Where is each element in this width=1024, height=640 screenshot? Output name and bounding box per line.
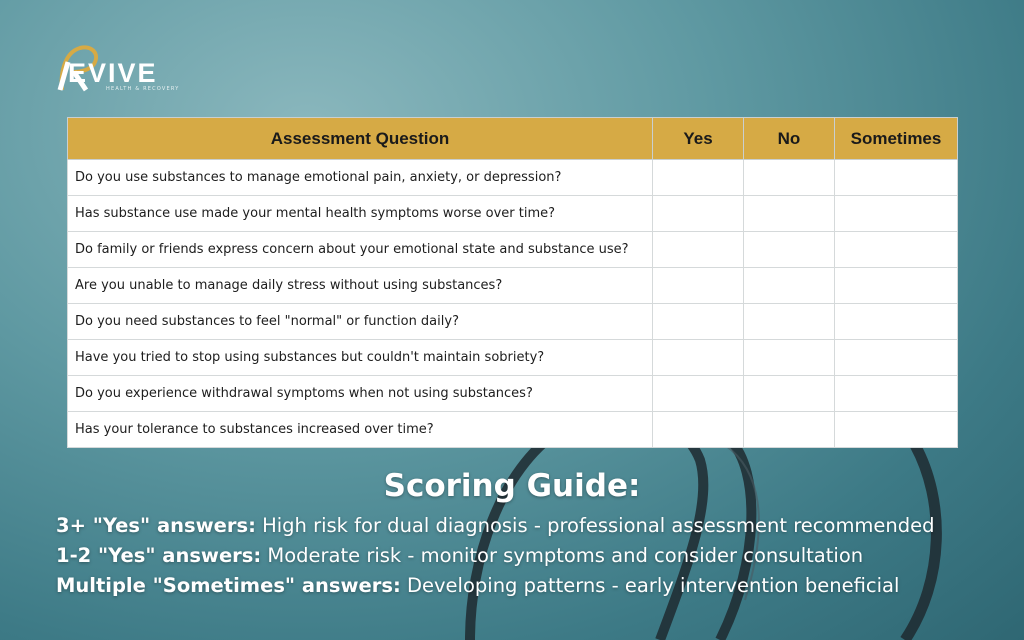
no-answer-cell[interactable]	[744, 196, 835, 232]
column-header-sometimes: Sometimes	[835, 118, 958, 160]
question-text: Do you experience withdrawal symptoms when not using substances?	[68, 376, 653, 412]
yes-answer-cell[interactable]	[653, 340, 744, 376]
no-answer-cell[interactable]	[744, 268, 835, 304]
sometimes-answer-cell[interactable]	[835, 268, 958, 304]
sometimes-answer-cell[interactable]	[835, 340, 958, 376]
scoring-label: 1-2 "Yes" answers:	[56, 544, 262, 567]
yes-answer-cell[interactable]	[653, 304, 744, 340]
column-header-yes: Yes	[653, 118, 744, 160]
no-answer-cell[interactable]	[744, 232, 835, 268]
yes-answer-cell[interactable]	[653, 268, 744, 304]
brand-name: EVIVE	[68, 58, 158, 88]
scoring-line-moderate-risk	[56, 541, 1006, 571]
question-text: Do family or friends express concern about your emotional state and substance use?	[68, 232, 653, 268]
question-text: Are you unable to manage daily stress without using substances?	[68, 268, 653, 304]
question-text: Have you tried to stop using substances but couldn't maintain sobriety?	[68, 340, 653, 376]
question-text: Has substance use made your mental health symptoms worse over time?	[68, 196, 653, 232]
sometimes-answer-cell[interactable]	[835, 376, 958, 412]
sometimes-answer-cell[interactable]	[835, 304, 958, 340]
scoring-description: Developing patterns - early intervention beneficial	[400, 574, 900, 597]
sometimes-answer-cell[interactable]	[835, 412, 958, 448]
scoring-guide-title: Scoring Guide:	[383, 468, 641, 504]
yes-answer-cell[interactable]	[653, 412, 744, 448]
table-row	[68, 376, 958, 412]
table-row	[68, 196, 958, 232]
no-answer-cell[interactable]	[744, 160, 835, 196]
sometimes-answer-cell[interactable]	[835, 196, 958, 232]
table-row	[68, 232, 958, 268]
table-header-row	[68, 118, 958, 160]
question-text: Do you use substances to manage emotional pain, anxiety, or depression?	[68, 160, 653, 196]
question-text: Has your tolerance to substances increased over time?	[68, 412, 653, 448]
yes-answer-cell[interactable]	[653, 376, 744, 412]
no-answer-cell[interactable]	[744, 412, 835, 448]
brand-tagline: HEALTH & RECOVERY	[106, 86, 180, 92]
scoring-description: High risk for dual diagnosis - professional assessment recommended	[255, 514, 935, 537]
sometimes-answer-cell[interactable]	[835, 160, 958, 196]
table-row	[68, 412, 958, 448]
scoring-description: Moderate risk - monitor symptoms and consider consultation	[261, 544, 864, 567]
scoring-label: 3+ "Yes" answers:	[56, 514, 256, 537]
column-header-no: No	[744, 118, 835, 160]
scoring-line-developing-patterns	[56, 571, 1006, 601]
table-row	[68, 160, 958, 196]
scoring-label: Multiple "Sometimes" answers:	[56, 574, 401, 597]
table-row	[68, 340, 958, 376]
no-answer-cell[interactable]	[744, 376, 835, 412]
scoring-line-high-risk	[56, 511, 1006, 541]
question-text: Do you need substances to feel "normal" or function daily?	[68, 304, 653, 340]
yes-answer-cell[interactable]	[653, 232, 744, 268]
column-header-question: Assessment Question	[68, 118, 653, 160]
table-row	[68, 304, 958, 340]
sometimes-answer-cell[interactable]	[835, 232, 958, 268]
yes-answer-cell[interactable]	[653, 160, 744, 196]
table-row	[68, 268, 958, 304]
no-answer-cell[interactable]	[744, 304, 835, 340]
assessment-table	[67, 117, 958, 448]
yes-answer-cell[interactable]	[653, 196, 744, 232]
scoring-guide-list	[56, 511, 1006, 601]
no-answer-cell[interactable]	[744, 340, 835, 376]
